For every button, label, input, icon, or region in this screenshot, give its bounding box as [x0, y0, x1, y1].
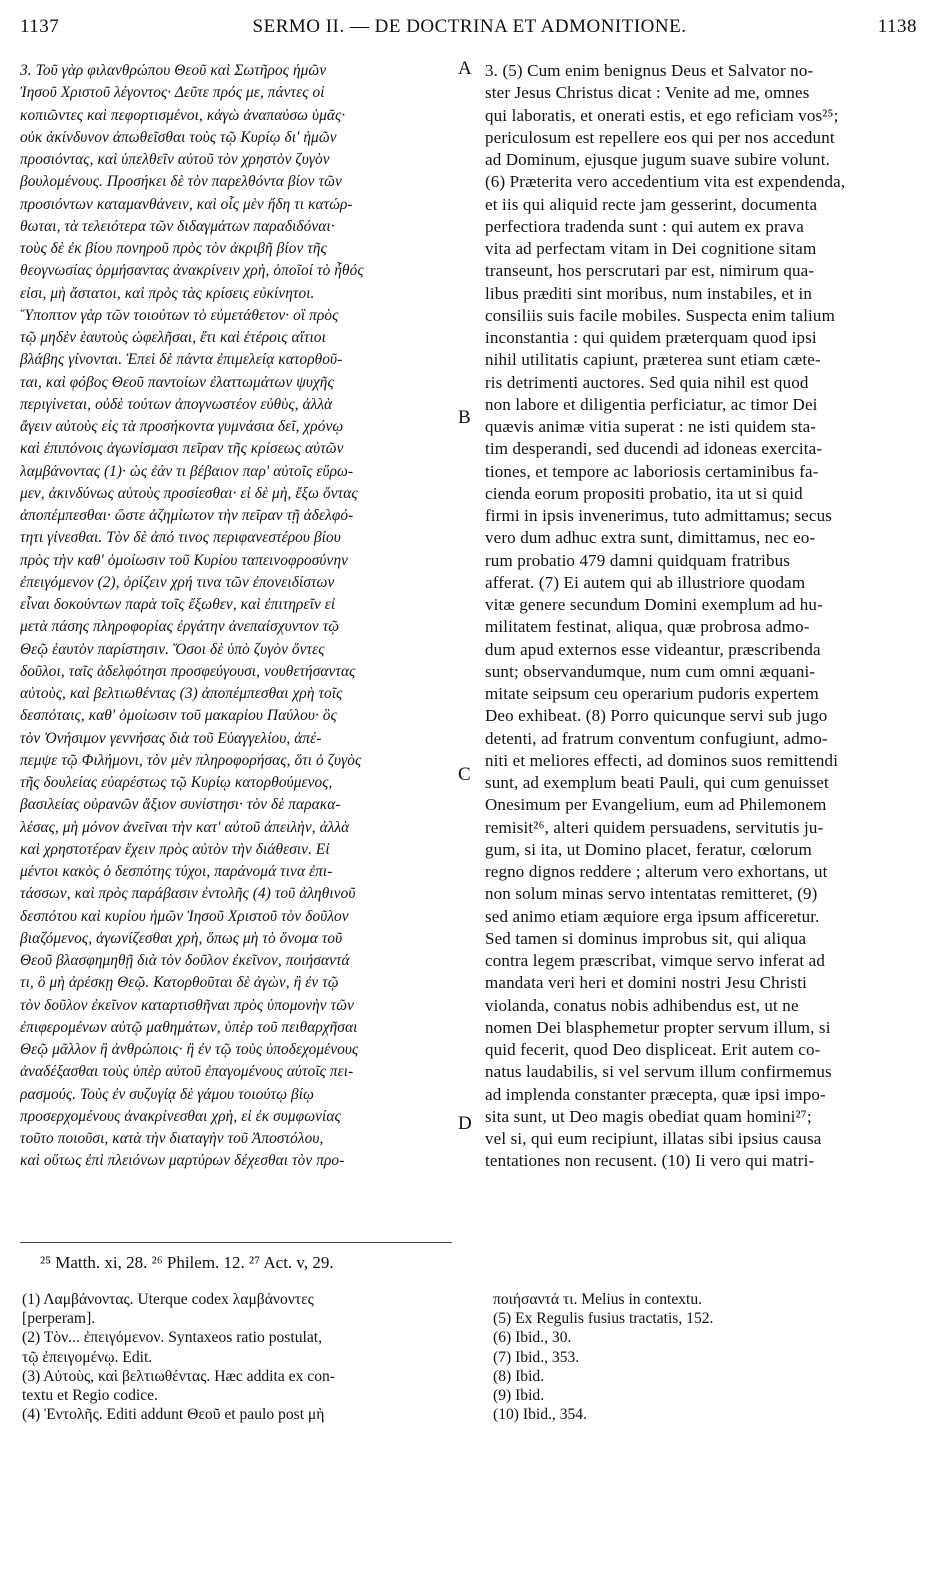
latin-text-line: dum apud externos esse videantur, præscribenda: [485, 639, 821, 659]
latin-text-line: vero dum adhuc extra sunt, dimittamus, nec eo-: [485, 528, 816, 548]
greek-text-line: προσερχομένους ἀνακρίνεσθαι χρὴ, εἰ ἐκ συμφωνίας: [20, 1107, 341, 1125]
greek-text-line: ἐπιφερομένων αὐτῷ μαθημάτων, ὑπὲρ τοῦ πειθαρχῆσαι: [20, 1018, 358, 1036]
greek-text-line: αὐτοὺς, καὶ βελτιωθέντας (3) ἀποπέμπεσθαι χρὴ τοῖς: [20, 685, 343, 702]
footnote-rule: [20, 1242, 452, 1243]
latin-text-line: periculosum est repellere eos qui per nos accedunt: [485, 127, 835, 147]
latin-text-line: rum probatio 479 damni quidquam fratribus: [485, 550, 791, 570]
greek-text-line: Θεῷ ἑαυτὸν παρίστησιν. Ὅσοι δὲ ὑπὸ ζυγὸν ὄντες: [20, 640, 325, 658]
greek-text-line: δοῦλοι, ταῖς ἀδελφότησι προσφεύγουσι, νουθετήσαντας: [20, 662, 356, 680]
footnote-line: [perperam].: [22, 1310, 96, 1328]
greek-text-line: θωται, τὰ τελειότερα τῶν διδαγμάτων παραδιδόναι·: [20, 217, 335, 235]
greek-text-line: προσιόντων καταμανθάνειν, καὶ οἷς μὲν ἤδη τι κατώρ-: [20, 195, 353, 213]
greek-text-line: ἀποπέμπεσθαι· ὥστε ἀζημίωτον τὴν πεῖραν τῇ ἀδελφό-: [20, 507, 354, 524]
greek-text-line: δεσπότου καὶ κυρίου ἡμῶν Ἰησοῦ Χριστοῦ τὸν δοῦλον: [20, 907, 349, 925]
latin-text-line: natus laudabilis, si vel servum illum confirmemus: [485, 1062, 832, 1082]
greek-text-line: τῆς δουλείας εὐαρέστως τῷ Κυρίῳ κατορθούμενος,: [20, 774, 333, 791]
latin-text-line: (6) Præterita vero accedentium vita est expendenda,: [485, 172, 846, 192]
greek-text-line: Ἰησοῦ Χριστοῦ λέγοντος· Δεῦτε πρός με, πάντες οἱ: [20, 84, 325, 102]
greek-text-line: βιαζόμενος, ἀγωνίζεσθαι χρὴ, ὅπως μὴ τὸ ὄνομα τοῦ: [20, 929, 343, 947]
latin-text-line: Onesimum per Evangelium, eum ad Philemonem: [485, 795, 827, 815]
footnote-line: (6) Ibid., 30.: [493, 1329, 572, 1347]
footnote-line: τῷ ἐπειγομένῳ. Edit.: [22, 1348, 153, 1366]
greek-text-line: λαμβάνοντας (1)· ὡς ἐάν τι βέβαιον παρ' αὐτοῖς εὕρω-: [20, 462, 354, 480]
greek-text-line: δεσπόταις, καθ' ὁμοίωσιν τοῦ μακαρίου Παύλου· ὃς: [20, 707, 337, 725]
greek-text-line: βλάβης γίνονται. Ἐπεὶ δὲ πάντα ἐπιμελείᾳ κατορθοῦ-: [20, 351, 343, 369]
greek-text-line: μετὰ πάσης πληροφορίας ἐργάτην ἀνεπαίσχυντον τῷ: [20, 618, 340, 636]
greek-text-line: οὐκ ἀκίνδυνον ἀπωθεῖσθαι τοὺς τῷ Κυρίῳ δι' ἡμῶν: [20, 128, 337, 146]
latin-text-line: Sed tamen si dominus improbus sit, qui aliqua: [485, 928, 807, 948]
greek-text-line: καὶ οὕτως ἐπὶ πλειόνων μαρτύρων δέχεσθαι τὸν προ-: [20, 1152, 345, 1170]
greek-text-line: τὸν δοῦλον ἐκεῖνον καταρτισθῆναι πρὸς ὑπομονὴν τῶν: [20, 996, 354, 1014]
latin-text-line: tentationes non recusent. (10) Ii vero qui matri-: [485, 1151, 815, 1171]
latin-text-line: tiones, et tempore ac laboriosis certaminibus fa-: [485, 461, 819, 481]
greek-text-line: λέσας, μὴ μόνον ἀνεῖναι τὴν κατ' αὐτοῦ ἀπειλὴν, ἀλλὰ: [20, 818, 350, 836]
latin-text-line: gum, si ita, ut Domino placet, feratur, cœlorum: [485, 839, 812, 859]
latin-text-line: detenti, ad fratrum conventum confugiunt, admo-: [485, 728, 828, 748]
footnote-line: (2) Τὸν... ἐπειγόμενον. Syntaxeos ratio postulat,: [22, 1329, 322, 1347]
greek-text-line: μεν, ἀκινδύνως αὐτοὺς προσίεσθαι· εἰ δὲ μὴ, ἔξω ὄντας: [20, 484, 358, 502]
greek-text-line: Θεοῦ βλασφημηθῇ διὰ τὸν δοῦλον ἐκεῖνον, ποιήσαντά: [20, 952, 350, 969]
latin-text-line: niti et meliores effecti, ad dominos suos remittendi: [485, 750, 839, 770]
greek-text-line: καὶ χρηστοτέραν ἔχειν πρὸς αὐτὸν τὴν διάθεσιν. Εἰ: [20, 840, 330, 858]
greek-text-line: εἰσι, μὴ ἄστατοι, καὶ πρὸς τὰς κρίσεις εὐκίνητοι.: [20, 284, 315, 302]
latin-text-line: violanda, conatus nobis adhibendus est, ut ne: [485, 995, 799, 1015]
greek-text-line: τοῦτο ποιοῦσι, κατὰ τὴν διαταγὴν τοῦ Ἀποστόλου,: [20, 1130, 324, 1147]
greek-text-line: προσιόντας, καὶ ὑπελθεῖν αὐτοῦ τὸν χρηστὸν ζυγὸν: [20, 151, 330, 168]
footnote-line: (1) Λαμβάνοντας. Uterque codex λαμβάνοντες: [22, 1291, 314, 1308]
column-number-right: 1138: [877, 16, 917, 37]
latin-text-line: remisit²⁶, alteri quidem persuadens, servitutis ju-: [485, 817, 824, 837]
latin-text-line: perfectiora tradenda sunt : qui autem ex prava: [485, 216, 804, 236]
greek-text-line: 3. Τοῦ γὰρ φιλανθρώπου Θεοῦ καὶ Σωτῆρος ἡμῶν: [20, 62, 327, 79]
latin-text-line: ad Dominum, ejusque jugum suave subire volunt.: [485, 150, 830, 169]
footnote-line: (5) Ex Regulis fusius tractatis, 152.: [493, 1310, 714, 1328]
latin-text-line: et iis qui aliquid recte jam gesserint, documenta: [485, 194, 818, 214]
latin-text-line: qui laboratis, et onerati estis, et ego reficiam vos²⁵;: [485, 105, 839, 125]
greek-text-line: κοπιῶντες καὶ πεφορτισμένοι, κἀγὼ ἀναπαύσω ὑμᾶς·: [20, 106, 346, 124]
latin-text-line: vitæ genere secundum Domini exemplum ad hu-: [485, 595, 823, 614]
column-number-left: 1137: [20, 16, 60, 37]
latin-text-line: non labore et diligentia perficiatur, ac timor Dei: [485, 394, 818, 414]
greek-text-line: πεμψε τῷ Φιλήμονι, τὸν μὲν πληροφορήσας, ὅτι ὁ ζυγὸς: [20, 751, 362, 769]
latin-text-line: mandata veri heri et domini nostri Jesu Christi: [485, 973, 807, 993]
latin-text-line: ris detrimenti auctores. Sed quia nihil est quod: [485, 372, 809, 392]
greek-text-line: πρὸς τὴν καθ' ὁμοίωσιν τοῦ Κυρίου ταπεινοφροσύνην: [20, 551, 349, 569]
latin-text-column: [485, 60, 920, 1173]
footnote-line: (10) Ibid., 354.: [493, 1406, 587, 1424]
latin-text-line: tim desperandi, sed ducendi ad idoneas exercita-: [485, 439, 823, 459]
latin-text-line: sunt, ad exemplum beati Pauli, qui cum genuisset: [485, 773, 829, 792]
greek-text-line: Ὕποπτον γὰρ τῶν τοιούτων τὸ εὐμετάθετον· οἳ πρὸς: [20, 306, 339, 324]
latin-text-line: transeunt, hos perscrutari par est, nimirum qua-: [485, 261, 815, 281]
latin-text-line: militatem festinat, aliqua, quæ probrosa admo-: [485, 617, 810, 637]
latin-text-line: mitate seipsum ceu operarium pudoris expertem: [485, 684, 819, 703]
latin-text-line: non solum minas servo intentatas remitteret, (9): [485, 884, 818, 904]
latin-text-line: cienda eorum propositi probatio, ita ut si quid: [485, 483, 803, 503]
latin-text-line: inconstantia : qui quidem præterquam quod ipsi: [485, 328, 817, 347]
latin-text-line: sed animo etiam æquiore erga ipsum afficeretur.: [485, 906, 820, 926]
latin-text-line: libus præditi sint moribus, num instabiles, et in: [485, 283, 813, 303]
latin-text-line: sunt; observandumque, num cum omni æquani-: [485, 661, 816, 681]
margin-letter-c: C: [458, 764, 471, 785]
latin-text-line: afferat. (7) Ei autem qui ab illustriore quodam: [485, 572, 806, 592]
footnote-line: (9) Ibid.: [493, 1386, 545, 1404]
latin-text-line: firmi in ipsis invenerimus, tuto admittamus; secus: [485, 506, 832, 525]
greek-text-line: ἄγειν αὐτοὺς εἰς τὰ προσήκοντα γυμνάσια δεῖ, χρόνῳ: [20, 418, 344, 435]
greek-text-line: ρασμούς. Τοὺς ἐν συζυγίᾳ δὲ γάμου τοιούτῳ βίῳ: [20, 1085, 314, 1103]
footnote-line: (3) Αὐτοὺς, καὶ βελτιωθέντας. Hæc addita ex con-: [22, 1367, 335, 1385]
latin-text-line: regno dignos reddere ; alterum vero exhortans, ut: [485, 862, 828, 881]
latin-text-line: nihil utilitatis capiunt, præterea sunt etiam cæte-: [485, 350, 821, 370]
margin-letter-b: B: [458, 407, 471, 428]
running-title: SERMO II. — DE DOCTRINA ET ADMONITIONE.: [252, 16, 687, 37]
footnote-line: textu et Regio codice.: [22, 1386, 158, 1404]
footnotes-right: [485, 1290, 915, 1424]
greek-text-line: τι, ὃ μὴ ἀρέσκῃ Θεῷ. Κατορθοῦται δὲ ἀγὼν, ἢ ἐν τῷ: [20, 974, 339, 992]
scripture-references: ²⁵ Matth. xi, 28. ²⁶ Philem. 12. ²⁷ Act. v, 29.: [40, 1253, 334, 1272]
latin-text-line: quævis animæ vitia superat : ne isti quidem sta-: [485, 417, 817, 436]
greek-text-line: τητι γίνεσθαι. Τὸν δὲ ἀπό τινος περιφανεστέρου βίου: [20, 529, 341, 547]
greek-text-line: τοὺς δὲ ἐκ βίου πονηροῦ πρὸς τὸν ἀκριβῆ βίον τῆς: [20, 240, 327, 257]
greek-text-line: περιγίνεται, οὐδὲ τούτων ἀπογνωστέον εὐθὺς, ἀλλὰ: [20, 395, 333, 413]
footnotes-left: [22, 1290, 462, 1424]
latin-text-line: sita sunt, ut Deo magis obediat quam homini²⁷;: [485, 1106, 812, 1126]
greek-text-line: ἐπειγόμενον (2), ὁρίζειν χρή τινα τῶν ἐπονειδίστων: [20, 573, 335, 591]
greek-text-line: τὸν Ὀνήσιμον γεννήσας διὰ τοῦ Εὐαγγελίου, ἀπέ-: [20, 729, 322, 747]
greek-text-line: εἶναι δοκούντων παρὰ τοῖς ἔξωθεν, καὶ ἐπιτηρεῖν εἰ: [20, 596, 336, 613]
greek-text-line: τάσσων, καὶ πρὸς παράβασιν ἐντολῆς (4) τοῦ ἀληθινοῦ: [20, 885, 356, 903]
latin-text-line: contra legem præscribat, vimque servo inferat ad: [485, 951, 825, 970]
greek-text-line: Θεῷ μᾶλλον ἢ ἀνθρώποις· ἢ ἐν τῷ τοὺς ὑποδεχομένους: [20, 1041, 359, 1058]
margin-letter-a: A: [458, 58, 472, 79]
greek-text-line: ται, καὶ φόβος Θεοῦ παντοίων ἐλαττωμάτων ψυχῆς: [20, 373, 334, 391]
latin-text-line: consiliis suis facile mobiles. Suspecta enim talium: [485, 305, 835, 325]
greek-text-line: μέντοι κακὸς ὁ δεσπότης τύχοι, παράνομά τινα ἐπι-: [20, 863, 333, 880]
footnote-line: ποιήσαντά τι. Melius in contextu.: [493, 1291, 703, 1308]
greek-text-line: βασιλείας οὐρανῶν ἄξιον συνίστησι· τὸν δὲ παρακα-: [20, 796, 341, 814]
latin-text-line: nomen Dei blasphemetur propter servum illum, si: [485, 1017, 831, 1037]
greek-text-line: βουλομένους. Προσήκει δὲ τὸν παρελθόντα βίον τῶν: [20, 173, 342, 191]
greek-text-line: ἀναδέξασθαι τοὺς ὑπὲρ αὐτοῦ ἐπαγομένους αὐτοῖς πει-: [20, 1063, 354, 1081]
latin-text-line: ad implenda constanter præcepta, quæ ipsi impo-: [485, 1084, 826, 1104]
latin-text-line: vel si, qui eum recipiunt, illatas sibi ipsius causa: [485, 1129, 822, 1148]
latin-text-line: vita ad perfectam vitam in Dei cognitione sitam: [485, 239, 817, 258]
margin-letter-d: D: [458, 1113, 472, 1134]
footnote-line: (7) Ibid., 353.: [493, 1348, 580, 1366]
footnote-line: (8) Ibid.: [493, 1367, 545, 1385]
latin-text-line: 3. (5) Cum enim benignus Deus et Salvator no-: [485, 61, 814, 80]
footnote-line: (4) Ἐντολῆς. Editi addunt Θεοῦ et paulo post μὴ: [22, 1406, 325, 1424]
latin-text-line: ster Jesus Christus dicat : Venite ad me, omnes: [485, 83, 810, 103]
latin-text-line: Deo exhibeat. (8) Porro quicunque servi sub jugo: [485, 706, 828, 726]
latin-text-line: quid fecerit, quod Deo displiceat. Erit autem co-: [485, 1040, 821, 1059]
greek-text-column: [20, 60, 452, 1173]
greek-text-line: τῷ μηδὲν ἑαυτοὺς ὠφελῆσαι, ἔτι καὶ ἑτέροις αἴτιοι: [20, 329, 326, 346]
greek-text-line: καὶ ἐπιπόνοις ἀγωνίσμασι πεῖραν τῆς κρίσεως αὐτῶν: [20, 440, 344, 458]
greek-text-line: θεογνωσίας ὁρμήσαντας ἀνακρίνειν χρὴ, ὁποῖοί τὸ ἦθός: [20, 262, 364, 280]
